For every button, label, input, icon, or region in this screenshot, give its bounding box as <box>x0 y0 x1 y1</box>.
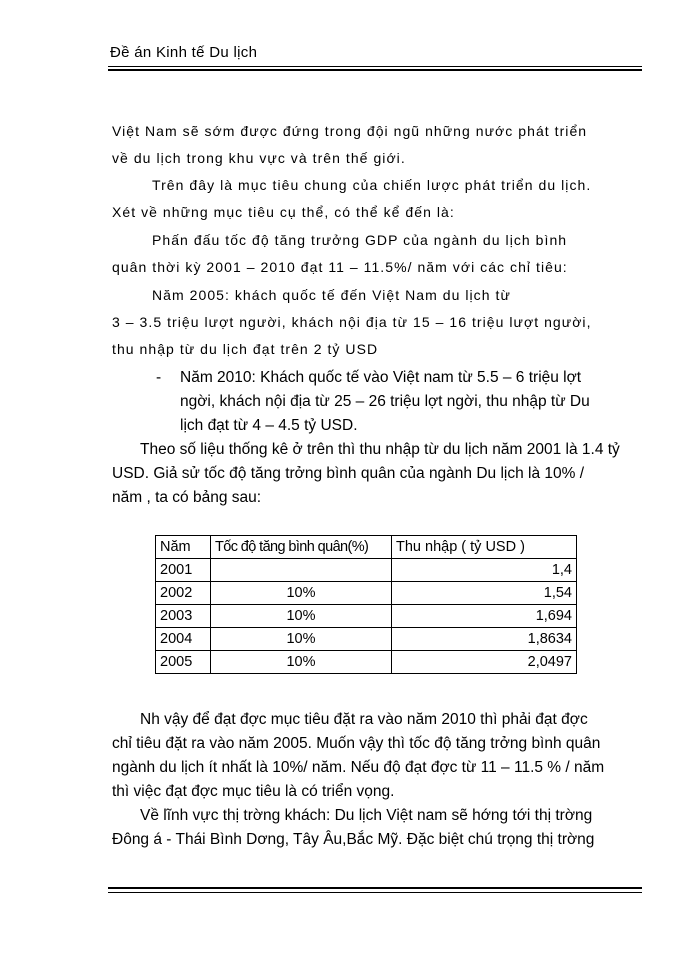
paragraph-line: thì việc đạt đợc mục tiêu là có triển vọng. <box>112 783 395 800</box>
paragraph-line: Theo số liệu thống kê ở trên thì thu nhập từ du lịch năm 2001 là 1.4 tỷ <box>140 441 620 458</box>
cell-year: 2003 <box>156 605 211 628</box>
cell-year: 2005 <box>156 651 211 674</box>
bullet-line: Năm 2010: Khách quốc tế vào Việt nam từ 5.5 – 6 triệu lợt <box>180 369 582 386</box>
cell-year: 2002 <box>156 582 211 605</box>
table-row <box>156 628 577 651</box>
bullet-line: ngời, khách nội địa từ 25 – 26 triệu lợt ngời, thu nhập từ Du <box>180 393 590 410</box>
paragraph-line: Đông á - Thái Bình Dơng, Tây Âu,Bắc Mỹ. Đặc biệt chú trọng thị trờng <box>112 831 595 848</box>
table-header-row <box>156 536 577 559</box>
paragraph-line: về du lịch trong khu vực và trên thế giới. <box>112 150 406 166</box>
cell-income: 2,0497 <box>392 651 577 674</box>
income-table <box>155 535 577 674</box>
column-header-income: Thu nhập ( tỷ USD ) <box>392 536 577 559</box>
cell-income: 1,694 <box>392 605 577 628</box>
paragraph-line: quân thời kỳ 2001 – 2010 đạt 11 – 11.5%/ năm với các chỉ tiêu: <box>112 259 568 275</box>
page-header-title: Đề án Kinh tế Du lịch <box>110 44 258 61</box>
paragraph-line: Nh vậy để đạt đợc mục tiêu đặt ra vào năm 2010 thì phải đạt đợc <box>140 711 588 728</box>
table-row <box>156 582 577 605</box>
cell-income: 1,4 <box>392 559 577 582</box>
bullet-line: lịch đạt từ 4 – 4.5 tỷ USD. <box>180 417 358 434</box>
footer-rule-thick <box>108 887 642 889</box>
cell-income: 1,54 <box>392 582 577 605</box>
table-row <box>156 559 577 582</box>
paragraph-line: Về lĩnh vực thị trờng khách: Du lịch Việt nam sẽ hớng tới thị trờng <box>140 807 593 824</box>
cell-year: 2001 <box>156 559 211 582</box>
paragraph-line: USD. Giả sử tốc độ tăng trởng bình quân của ngành Du lịch là 10% / <box>112 465 585 482</box>
cell-rate: 10% <box>211 605 392 628</box>
table-row <box>156 605 577 628</box>
paragraph-line: Phấn đấu tốc độ tăng trưởng GDP của ngành du lịch bình <box>152 232 568 248</box>
column-header-year: Năm <box>156 536 211 559</box>
paragraph-line: thu nhập từ du lịch đạt trên 2 tỷ USD <box>112 341 379 357</box>
cell-rate: 10% <box>211 582 392 605</box>
paragraph-line: chỉ tiêu đặt ra vào năm 2005. Muốn vậy thì tốc độ tăng trởng bình quân <box>112 735 601 752</box>
header-rule-thin <box>108 66 642 67</box>
bullet-marker: - <box>156 369 162 386</box>
cell-rate: 10% <box>211 628 392 651</box>
cell-year: 2004 <box>156 628 211 651</box>
table-row <box>156 651 577 674</box>
cell-rate: 10% <box>211 651 392 674</box>
column-header-rate: Tốc độ tăng bình quân(%) <box>211 536 392 559</box>
paragraph-line: 3 – 3.5 triệu lượt người, khách nội địa từ 15 – 16 triệu lượt người, <box>112 314 592 330</box>
paragraph-line: Năm 2005: khách quốc tế đến Việt Nam du lịch từ <box>152 287 511 303</box>
footer-rule-thin <box>108 892 642 893</box>
cell-income: 1,8634 <box>392 628 577 651</box>
paragraph-line: ngành du lịch ít nhất là 10%/ năm. Nếu độ đạt đợc từ 11 – 11.5 % / năm <box>112 759 605 776</box>
paragraph-line: Xét về những mục tiêu cụ thể, có thể kể đến là: <box>112 204 455 220</box>
header-rule-thick <box>108 69 642 71</box>
paragraph-line: năm , ta có bảng sau: <box>112 489 262 506</box>
paragraph-line: Trên đây là mục tiêu chung của chiến lược phát triển du lịch. <box>152 177 592 193</box>
paragraph-line: Việt Nam sẽ sớm được đứng trong đội ngũ những nước phát triển <box>112 123 588 139</box>
cell-rate <box>211 559 392 582</box>
